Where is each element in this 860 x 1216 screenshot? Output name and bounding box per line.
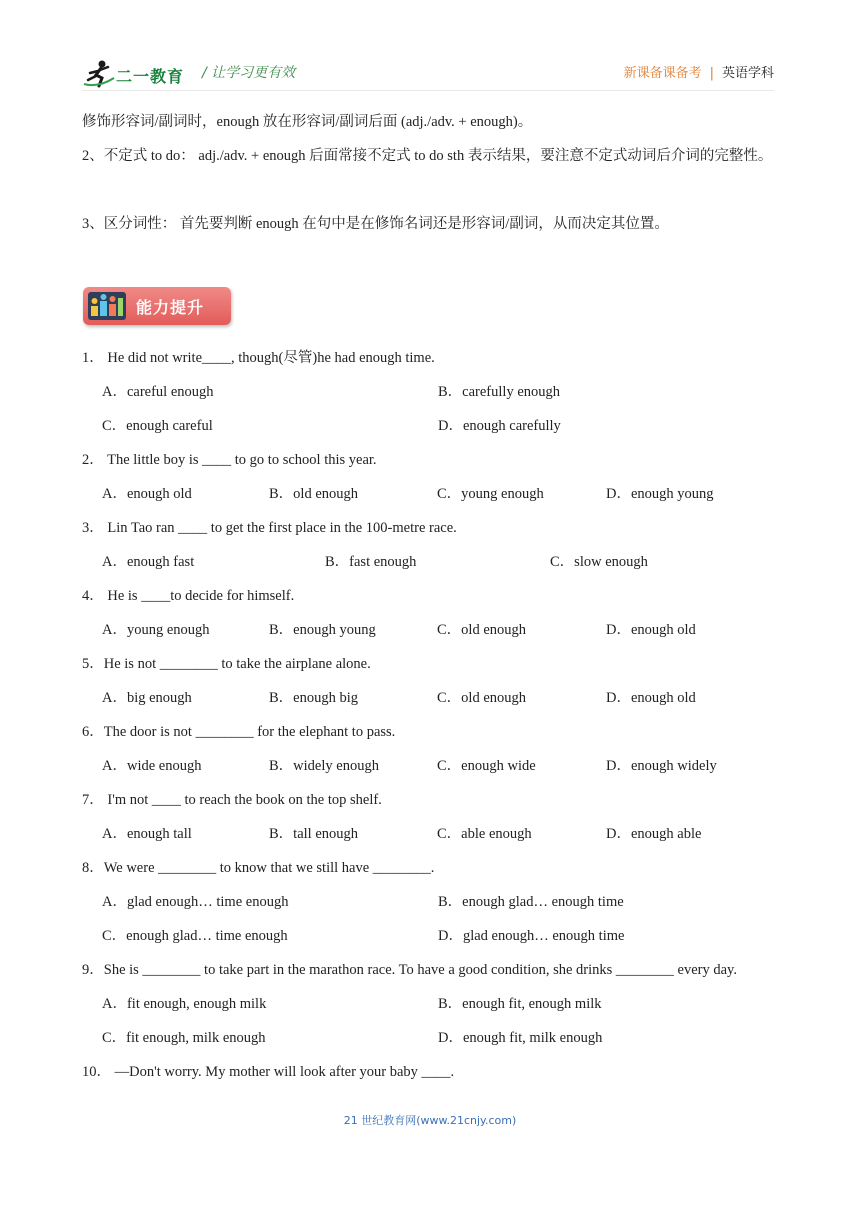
slogan: / 让学习更有效 bbox=[202, 65, 296, 81]
question-item bbox=[82, 783, 782, 851]
answer-option[interactable]: C．slow enough bbox=[550, 554, 648, 570]
answer-option[interactable]: B．tall enough bbox=[269, 826, 359, 842]
option-row bbox=[82, 919, 782, 953]
header-course-info bbox=[624, 62, 774, 81]
question-item bbox=[82, 341, 782, 443]
question-item bbox=[82, 647, 782, 715]
answer-option[interactable]: A．careful enough bbox=[102, 384, 214, 400]
logo-text: 二一教育 bbox=[116, 67, 185, 86]
answer-option[interactable]: D．enough fit, milk enough bbox=[438, 1030, 603, 1046]
answer-option[interactable]: D．enough young bbox=[606, 486, 714, 502]
answer-option[interactable]: B．old enough bbox=[269, 486, 359, 502]
section-badge bbox=[83, 287, 231, 325]
question-stem: 3． Lin Tao ran ____ to get the first place in the 100-metre race. bbox=[82, 520, 457, 536]
question-item bbox=[82, 851, 782, 953]
option-row bbox=[82, 375, 782, 409]
answer-option[interactable]: B．enough glad… enough time bbox=[438, 894, 624, 910]
answer-option[interactable]: C．old enough bbox=[437, 622, 527, 638]
question-item bbox=[82, 715, 782, 783]
intro-paragraph-3: 3、区分词性： 首先要判断 enough 在句中是在修饰名词还是形容词/副词，从而决定其位置。 bbox=[82, 216, 669, 232]
question-item bbox=[82, 579, 782, 647]
answer-option[interactable]: C．fit enough, milk enough bbox=[102, 1030, 266, 1046]
people-chart-icon bbox=[88, 292, 126, 320]
answer-option[interactable]: C．enough careful bbox=[102, 418, 213, 434]
option-row bbox=[82, 613, 782, 647]
question-stem: 6．The door is not ________ for the elephant to pass. bbox=[82, 724, 396, 740]
answer-option[interactable]: A．wide enough bbox=[102, 758, 202, 774]
option-row bbox=[82, 987, 782, 1021]
answer-option[interactable]: C．able enough bbox=[437, 826, 532, 842]
answer-option[interactable]: D．enough able bbox=[606, 826, 702, 842]
answer-option[interactable]: B．enough young bbox=[269, 622, 376, 638]
question-stem: 1． He did not write____, though(尽管)he had enough time. bbox=[82, 350, 435, 366]
runner-logo-icon bbox=[82, 58, 116, 88]
answer-option[interactable]: A．glad enough… time enough bbox=[102, 894, 289, 910]
answer-option[interactable]: B．enough fit, enough milk bbox=[438, 996, 602, 1012]
question-stem: 8．We were ________ to know that we still have ________. bbox=[82, 860, 435, 876]
option-row bbox=[82, 1021, 782, 1055]
answer-option[interactable]: A．enough fast bbox=[102, 554, 195, 570]
option-row bbox=[82, 681, 782, 715]
logo bbox=[82, 58, 192, 88]
course-label: 新课备课备考 bbox=[623, 66, 702, 81]
answer-option[interactable]: A．young enough bbox=[102, 622, 210, 638]
answer-option[interactable]: D．enough old bbox=[606, 690, 696, 706]
answer-option[interactable]: A．enough tall bbox=[102, 826, 192, 842]
page-footer: 21 世纪教育网(www.21cnjy.com) bbox=[343, 1114, 517, 1127]
answer-option[interactable]: C．young enough bbox=[437, 486, 544, 502]
answer-option[interactable]: A．enough old bbox=[102, 486, 192, 502]
subject-label: 英语学科 bbox=[721, 66, 774, 81]
option-row bbox=[82, 749, 782, 783]
intro-paragraph-1: 修饰形容词/副词时，enough 放在形容词/副词后面 (adj./adv. + enough)。 bbox=[82, 114, 533, 130]
question-item bbox=[82, 953, 782, 1055]
answer-option[interactable]: B．carefully enough bbox=[438, 384, 561, 400]
answer-option[interactable]: D．enough carefully bbox=[438, 418, 561, 434]
question-stem: 9．She is ________ to take part in the marathon race. To have a good condition, she drinks ________ every day. bbox=[82, 962, 737, 978]
question-stem: 4． He is ____to decide for himself. bbox=[82, 588, 295, 604]
answer-option[interactable]: C．enough glad… time enough bbox=[102, 928, 288, 944]
header-divider bbox=[82, 90, 774, 91]
answer-option[interactable]: D．enough widely bbox=[606, 758, 717, 774]
answer-option[interactable]: A．big enough bbox=[102, 690, 192, 706]
answer-option[interactable]: C．old enough bbox=[437, 690, 527, 706]
question-list bbox=[82, 341, 782, 1089]
answer-option[interactable]: B．enough big bbox=[269, 690, 359, 706]
intro-paragraph-2: 2、不定式 to do： adj./adv. + enough 后面常接不定式 to do sth 表示结果，要注意不定式动词后介词的完整性。 bbox=[82, 148, 773, 164]
option-row bbox=[82, 409, 782, 443]
question-item bbox=[82, 511, 782, 579]
answer-option[interactable]: B．widely enough bbox=[269, 758, 379, 774]
question-stem: 7． I'm not ____ to reach the book on the top shelf. bbox=[82, 792, 382, 808]
option-row bbox=[82, 477, 782, 511]
answer-option[interactable]: D．enough old bbox=[606, 622, 696, 638]
page-header bbox=[82, 56, 774, 90]
answer-option[interactable]: B．fast enough bbox=[325, 554, 417, 570]
option-row bbox=[82, 885, 782, 919]
question-item bbox=[82, 443, 782, 511]
question-stem: 2． The little boy is ____ to go to school this year. bbox=[82, 452, 377, 468]
question-stem: 5．He is not ________ to take the airplane alone. bbox=[82, 656, 371, 672]
answer-option[interactable]: A．fit enough, enough milk bbox=[102, 996, 267, 1012]
option-row bbox=[82, 817, 782, 851]
question-stem: 10． —Don't worry. My mother will look after your baby ____. bbox=[82, 1064, 455, 1080]
option-row bbox=[82, 545, 782, 579]
question-item bbox=[82, 1055, 782, 1089]
header-separator: | bbox=[709, 66, 714, 81]
section-title: 能力提升 bbox=[136, 298, 205, 317]
answer-option[interactable]: C．enough wide bbox=[437, 758, 536, 774]
answer-option[interactable]: D．glad enough… enough time bbox=[438, 928, 625, 944]
